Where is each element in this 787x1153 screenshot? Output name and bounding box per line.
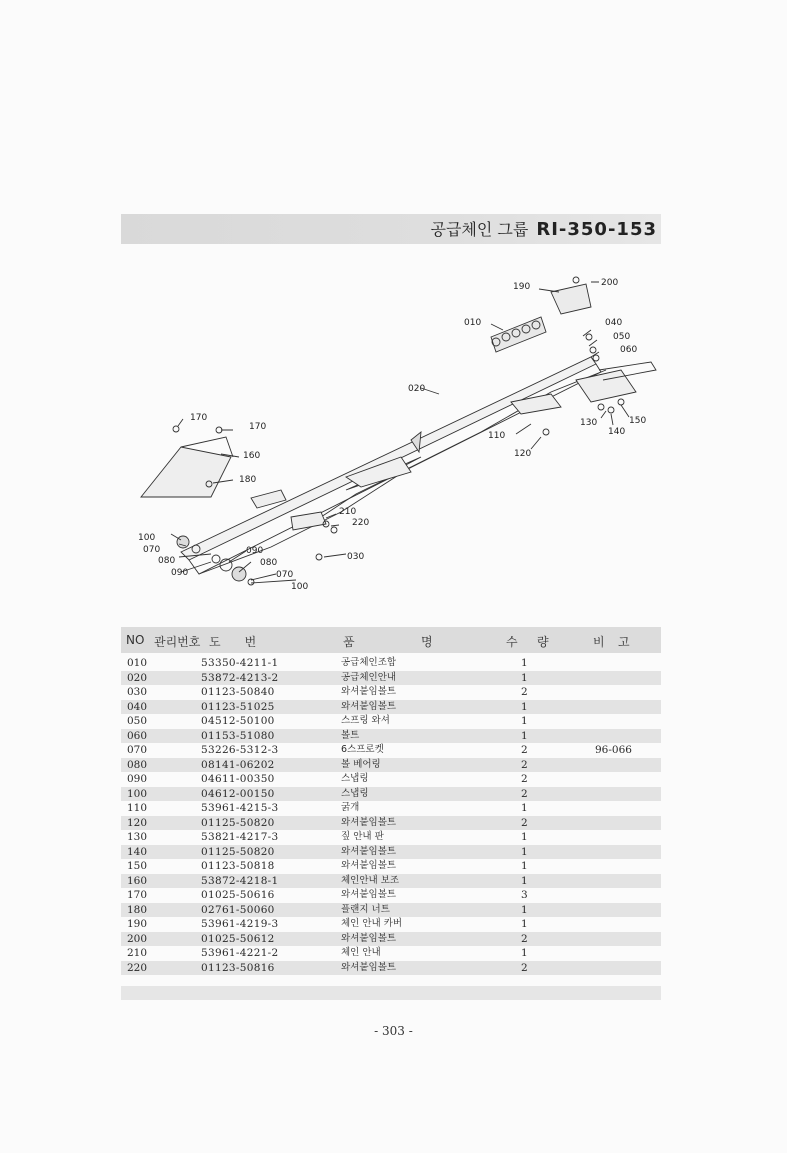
drawing-no-cell: 01025-50616 [201,889,275,901]
quantity-cell: 1 [521,802,528,814]
part-no-cell: 110 [127,802,148,814]
drawing-no-cell: 04612-00150 [201,787,275,800]
section-title-bar [121,214,661,244]
quantity-cell: 2 [521,816,528,829]
part-name-cell: 스프링 와셔 [341,715,390,726]
part-name-cell: 공급체인조합 [341,657,397,668]
part-name-cell: 와셔붙임볼트 [341,961,397,973]
table-row [121,816,661,831]
drawing-no-cell: 01123-50816 [201,961,275,974]
quantity-cell: 1 [521,657,528,669]
quantity-cell: 1 [521,903,528,916]
group-code: RI-350-153 [536,219,657,240]
lower-chain-guide [291,512,326,530]
quantity-cell: 1 [521,729,528,742]
drawing-no-cell: 53961-4215-3 [201,802,279,814]
callout-040: 040 [605,318,623,328]
part-no-cell: 070 [127,744,148,756]
callout-170b: 170 [249,422,267,432]
quantity-cell: 1 [521,671,528,684]
header-name-b: 명 [421,635,433,649]
part-name-cell: 굵개 [341,802,360,813]
parts-table-body [121,656,661,975]
drawing-no-cell: 53350-4211-1 [201,657,279,669]
callout-060: 060 [620,345,638,355]
part-name-cell: 와셔붙임볼트 [341,932,397,944]
group-name: 공급체인 그룹 [430,220,529,239]
callout-080a: 080 [158,556,176,566]
drawing-no-cell: 53872-4213-2 [201,671,279,684]
callout-010: 010 [464,318,482,328]
quantity-cell: 1 [521,831,528,843]
table-row [121,830,661,845]
quantity-cell: 1 [521,947,528,959]
drawing-no-cell: 02761-50060 [201,903,275,916]
quantity-cell: 2 [521,686,528,698]
header-note-a: 비 [593,635,605,649]
quantity-cell: 2 [521,932,528,945]
part-no-cell: 040 [127,700,148,713]
table-row [121,903,661,918]
drawing-no-cell: 01125-50820 [201,845,275,858]
header-qty-b: 량 [537,635,549,649]
part-no-cell: 060 [127,729,148,742]
header-qty-a: 수 [506,635,518,649]
part-name-cell: 체인 안내 [341,947,381,958]
drawing-no-cell: 01025-50612 [201,932,275,945]
header-no: NO [126,633,145,647]
drawing-no-cell: 53961-4221-2 [201,947,279,959]
callout-200: 200 [601,278,619,288]
part-no-cell: 050 [127,715,148,727]
header-drawing-no: 도 번 [209,635,257,649]
part-no-cell: 130 [127,831,148,843]
callout-030: 030 [347,552,365,562]
drawing-no-cell: 53821-4217-3 [201,831,279,843]
table-row [121,946,661,961]
quantity-cell: 2 [521,744,528,756]
chain-assembly [491,317,546,352]
header-name-a: 품 [343,635,355,649]
table-row [121,961,661,976]
part-name-cell: 체인안내 보조 [341,874,400,886]
part-no-cell: 150 [127,860,148,872]
table-row [121,845,661,860]
quantity-cell: 1 [521,845,528,858]
quantity-cell: 3 [521,889,528,901]
callout-070a: 070 [143,545,161,555]
note-cell: 96-066 [595,744,632,756]
table-row [121,656,661,671]
callout-080b: 080 [260,558,278,568]
table-footer-band [121,986,661,1000]
callout-110: 110 [488,431,506,441]
table-row [121,772,661,787]
part-no-cell: 120 [127,816,148,829]
part-no-cell: 220 [127,961,148,974]
part-no-cell: 100 [127,787,148,800]
page-title [431,217,657,240]
page-number: - 303 - [374,1024,413,1038]
callout-180: 180 [239,475,257,485]
header-mgmt-no: 관리번호 [154,635,201,649]
callout-100b: 100 [291,582,309,592]
part-name-cell: 와셔붙임볼트 [341,816,397,828]
part-name-cell: 볼 베어링 [341,758,381,770]
callout-090a: 090 [171,568,189,578]
table-row [121,700,661,715]
part-no-cell: 020 [127,671,148,684]
quantity-cell: 2 [521,961,528,974]
part-name-cell: 체인 안내 카버 [341,918,403,929]
header-note-b: 고 [618,635,630,649]
table-row [121,743,661,758]
part-no-cell: 090 [127,773,148,785]
quantity-cell: 1 [521,918,528,930]
callout-160: 160 [243,451,261,461]
table-row [121,685,661,700]
part-no-cell: 200 [127,932,148,945]
quantity-cell: 2 [521,758,528,771]
table-row [121,917,661,932]
part-name-cell: 와셔붙임볼트 [341,860,397,871]
quantity-cell: 1 [521,700,528,713]
drawing-no-cell: 04611-00350 [201,773,275,785]
table-row [121,729,661,744]
quantity-cell: 2 [521,773,528,785]
callout-210: 210 [339,507,357,517]
part-name-cell: 플랜지 너트 [341,903,390,915]
part-no-cell: 030 [127,686,148,698]
table-row [121,888,661,903]
part-name-cell: 스냅링 [341,787,369,799]
drawing-no-cell: 01153-51080 [201,729,275,742]
part-no-cell: 170 [127,889,148,901]
part-name-cell: 스냅링 [341,773,369,784]
part-name-cell: 와셔붙임볼트 [341,686,397,697]
part-no-cell: 180 [127,903,148,916]
table-row [121,859,661,874]
callout-170a: 170 [190,413,208,423]
table-row [121,787,661,802]
part-name-cell: 짚 안내 판 [341,831,384,842]
chain-guide-cover [551,284,591,314]
table-row [121,932,661,947]
drawing-no-cell: 53961-4219-3 [201,918,279,930]
callout-130: 130 [580,418,598,428]
drawing-no-cell: 04512-50100 [201,715,275,727]
drawing-no-cell: 01123-51025 [201,700,275,713]
callout-020: 020 [408,384,426,394]
bolts [173,277,624,560]
part-name-cell: 와셔붙임볼트 [341,889,397,900]
straw-guide-plate [576,370,636,402]
drawing-no-cell: 53226-5312-3 [201,744,279,756]
drawing-no-cell: 01125-50820 [201,816,275,829]
drawing-no-cell: 53872-4218-1 [201,874,279,887]
chain-guide-auxiliary [141,447,231,497]
quantity-cell: 1 [521,860,528,872]
part-no-cell: 190 [127,918,148,930]
exploded-parts-diagram [121,262,661,597]
drawing-no-cell: 08141-06202 [201,758,275,771]
part-name-cell: 와셔붙임볼트 [341,700,397,712]
part-name-cell: 공급체인안내 [341,671,397,683]
callout-090b: 090 [246,546,264,556]
part-no-cell: 010 [127,657,148,669]
callout-150: 150 [629,416,647,426]
table-row [121,758,661,773]
part-no-cell: 160 [127,874,148,887]
parts-table-header [121,627,661,653]
table-row [121,801,661,816]
quantity-cell: 1 [521,715,528,727]
callout-050: 050 [613,332,631,342]
callout-070b: 070 [276,570,294,580]
drawing-no-cell: 01123-50840 [201,686,275,698]
callout-220: 220 [352,518,370,528]
table-row [121,874,661,889]
table-row [121,671,661,686]
drawing-no-cell: 01123-50818 [201,860,275,872]
callout-140: 140 [608,427,626,437]
part-name-cell: 6스프로켓 [341,744,384,755]
part-no-cell: 140 [127,845,148,858]
part-name-cell: 와셔붙임볼트 [341,845,397,857]
quantity-cell: 1 [521,874,528,887]
part-no-cell: 210 [127,947,148,959]
part-no-cell: 080 [127,758,148,771]
part-name-cell: 볼트 [341,729,360,741]
table-row [121,714,661,729]
quantity-cell: 2 [521,787,528,800]
callout-100a: 100 [138,533,156,543]
callout-190: 190 [513,282,531,292]
callout-120: 120 [514,449,532,459]
